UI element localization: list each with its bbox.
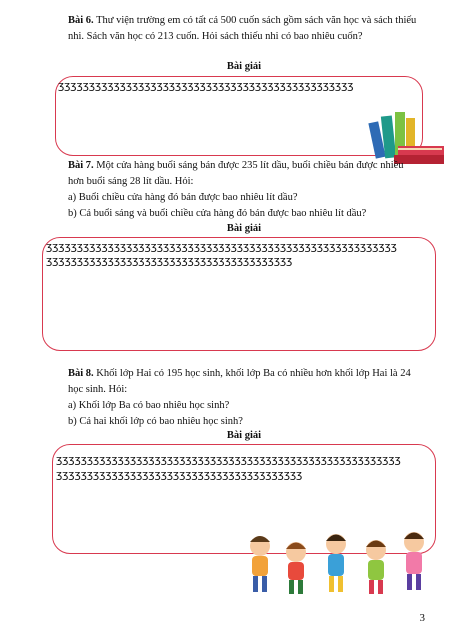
ex8-line2: học sinh. Hỏi: [68,384,128,395]
children-illustration [238,522,436,602]
ex8-answer-line2: ʒʒʒʒʒʒʒʒʒʒʒʒʒʒʒʒʒʒʒʒʒʒʒʒʒʒʒʒʒʒʒʒʒʒʒʒʒʒʒʒ [56,468,303,481]
ex7-answer-line2: ʒʒʒʒʒʒʒʒʒʒʒʒʒʒʒʒʒʒʒʒʒʒʒʒʒʒʒʒʒʒʒʒʒʒʒʒʒʒʒʒ [46,254,293,267]
page-number: 3 [419,612,425,624]
ex6-heading: Bài giải [226,61,262,72]
ex6-answer-line1: ʒʒʒʒʒʒʒʒʒʒʒʒʒʒʒʒʒʒʒʒʒʒʒʒʒʒʒʒʒʒʒʒʒʒʒʒʒʒʒʒʒʒʒʒʒʒʒʒ [58,79,354,92]
ex8-line1: Khối lớp Hai có 195 học sinh, khối lớp Ba có nhiều hơn khối lớp Hai là 24 [96,368,411,379]
ex7-text [68,158,404,222]
ex7-line1: Một cửa hàng buổi sáng bán được 235 lít dầu, buổi chiều bán được nhiều [96,160,404,171]
ex7-title: Bài 7. [68,160,94,171]
ex7-line3: a) Buổi chiều cửa hàng đó bán được bao nhiêu lít dầu? [68,192,298,203]
ex7-line2: hơn buổi sáng 28 lít dầu. Hỏi: [68,176,194,187]
ex8-title: Bài 8. [68,368,94,379]
ex8-line4: b) Cả hai khối lớp có bao nhiêu học sinh? [68,416,243,427]
ex7-line4: b) Cả buổi sáng và buổi chiều cửa hàng đó bán được bao nhiêu lít dầu? [68,208,367,219]
ex6-text [68,13,416,45]
ex7-answer-line1: ʒʒʒʒʒʒʒʒʒʒʒʒʒʒʒʒʒʒʒʒʒʒʒʒʒʒʒʒʒʒʒʒʒʒʒʒʒʒʒʒʒʒʒʒʒʒʒʒʒʒʒʒʒʒʒʒʒ [46,240,397,253]
ex6-line1: Thư viện trường em có tất cả 500 cuốn sách gồm sách văn học và sách thiếu [96,15,417,26]
ex8-text [68,366,411,430]
ex7-heading: Bài giải [226,223,262,234]
ex8-answer-line1: ʒʒʒʒʒʒʒʒʒʒʒʒʒʒʒʒʒʒʒʒʒʒʒʒʒʒʒʒʒʒʒʒʒʒʒʒʒʒʒʒʒʒʒʒʒʒʒʒʒʒʒʒʒʒʒʒ [56,453,401,466]
ex8-heading: Bài giải [226,430,262,441]
ex6-title: Bài 6. [68,15,94,26]
ex6-line2: nhi. Sách văn học có 213 cuốn. Hỏi sách thiếu nhi có bao nhiêu cuốn? [68,31,363,42]
ex8-line3: a) Khối lớp Ba có bao nhiêu học sinh? [68,400,230,411]
